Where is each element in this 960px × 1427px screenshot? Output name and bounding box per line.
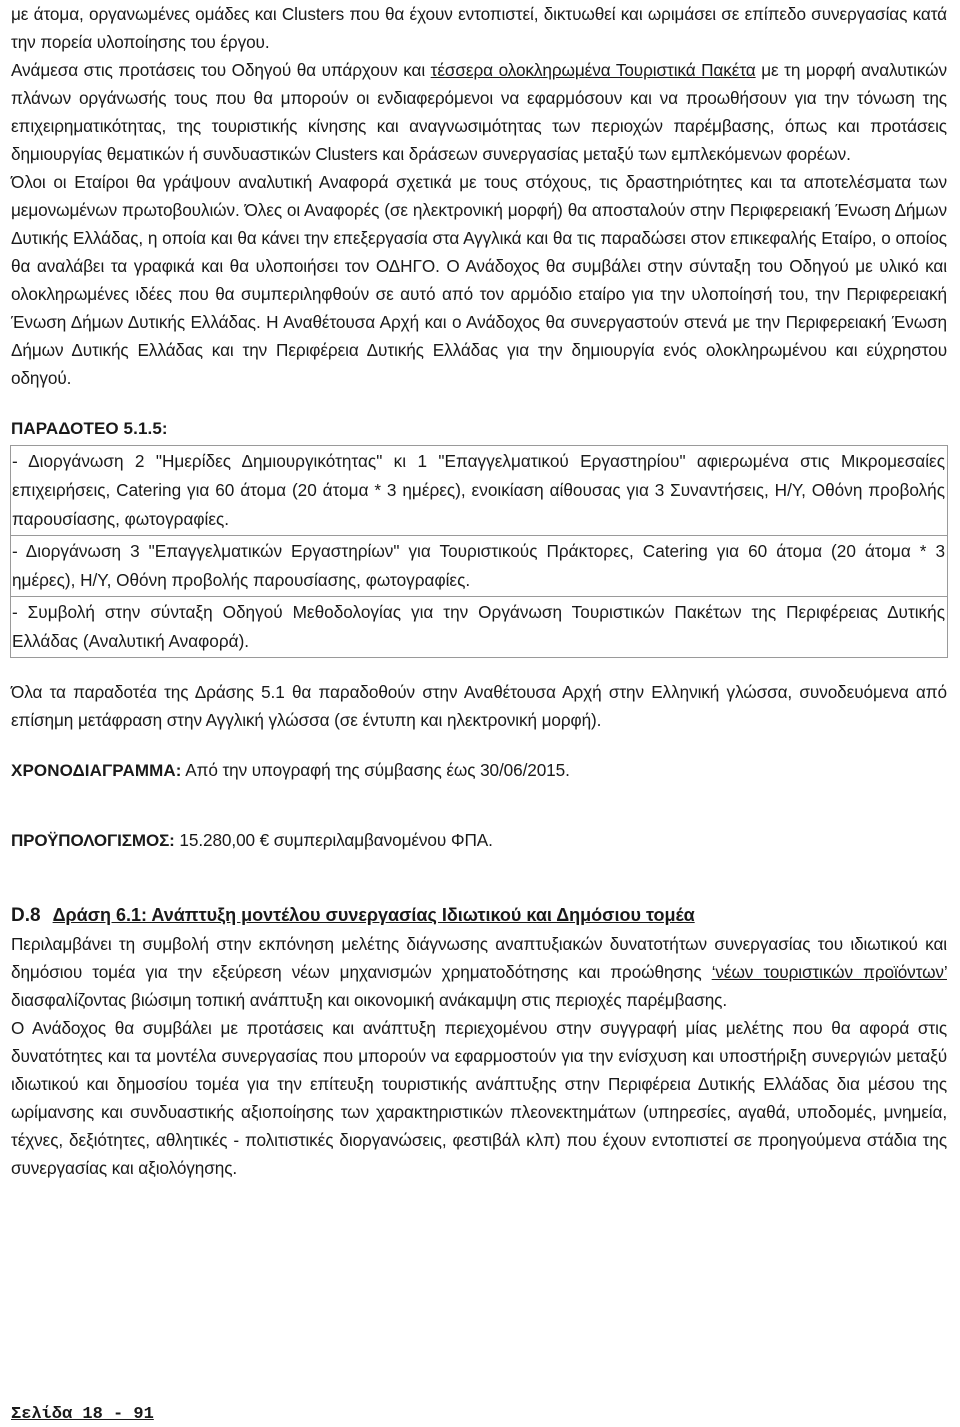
section-paragraph-1-start: Περιλαμβάνει τη συμβολή στην εκπόνηση μελέτης διάγνωσης αναπτυξιακών δυνατοτήτων συνεργασίας του ιδιωτικού και δημόσιου τομέα για την εξεύρεση νέων μηχανισμών χρηματοδότησης και προώθησης	[11, 934, 947, 982]
intro-paragraph-2-start: Ανάμεσα στις προτάσεις του Οδηγού θα υπάρχουν και	[11, 60, 431, 80]
section-title: Δράση 6.1: Ανάπτυξη μοντέλου συνεργασίας Ιδιωτικού και Δημόσιου τομέα	[52, 905, 695, 925]
section-heading	[11, 901, 947, 930]
schedule-line	[11, 756, 947, 784]
intro-paragraph-2	[11, 56, 947, 168]
budget-line	[11, 826, 947, 855]
tourist-packages-underlined: τέσσερα ολοκληρωμένα Τουριστικά Πακέτα	[430, 60, 756, 80]
intro-paragraph-1: με άτομα, οργανωμένες ομάδες και Clusters που θα έχουν εντοπιστεί, δικτυωθεί και ωριμάσει σε επίπεδο συνεργασίας κατά την πορεία υλοποίησης του έργου.	[11, 4, 947, 52]
deliverable-item: - Συμβολή στην σύνταξη Οδηγού Μεθοδολογίας για την Οργάνωση Τουριστικών Πακέτων της Περιφέρειας Δυτικής Ελλάδας (Αναλυτική Αναφορά).	[11, 597, 948, 658]
section-number: D.8	[11, 905, 41, 926]
deliverable-item: - Διοργάνωση 3 "Επαγγελματικών Εργαστηρίων" για Τουριστικούς Πράκτορες, Catering για 60 άτομα (20 άτομα * 3 ημέρες), Η/Υ, Οθόνη προβολής παρουσίασης, φωτογραφίες.	[11, 536, 948, 597]
schedule-value: Από την υπογραφή της σύμβασης έως 30/06/2015.	[181, 760, 570, 780]
section-paragraph-1	[11, 930, 947, 1014]
section-paragraph-2: Ο Ανάδοχος θα συμβάλει με προτάσεις και ανάπτυξη περιεχομένου στην συγγραφή μίας μελέτης που θα αφορά στις δυνατότητες και τα μοντέλα συνεργασίας που μπορούν να εφαρμοστούν για την ενίσχυση και υποστήριξη συνεργιών μεταξύ ιδιωτικού και δημοσίου τομέα για την επίτευξη τουριστικής ανάπτυξης στην Περιφέρεια Δυτικής Ελλάδας δια μέσου της ωρίμανσης και συνδυαστικής αξιοποίησης των χαρακτηριστικών πλεονεκτημάτων (υπηρεσίες, αγαθά, υποδομές, μνημεία, τέχνες, δεξιότητες, αθλητικές - πολιτιστικές διοργανώσεις, φεστιβάλ κλπ) που έχουν εντοπιστεί σε προηγούμενα στάδια της συνεργασίας και αξιολόγησης.	[11, 1018, 947, 1178]
budget-value: 15.280,00 € συμπεριλαμβανομένου ΦΠΑ.	[174, 830, 493, 850]
deliverable-heading: ΠΑΡΑΔΟΤΕΟ 5.1.5:	[11, 419, 168, 438]
document-page	[11, 0, 947, 1182]
schedule-label: ΧΡΟΝΟΔΙΑΓΡΑΜΜΑ:	[11, 761, 182, 780]
intro-paragraph-3: Όλοι οι Εταίροι θα γράψουν αναλυτική Αναφορά σχετικά με τους στόχους, τις δραστηριότητες και τα αποτελέσματα των μεμονωμένων πρωτοβουλιών. Όλες οι Αναφορές (σε ηλεκτρονική μορφή) θα αποσταλούν στην Περιφερειακή Ένωση Δήμων Δυτικής Ελλάδας, η οποία και θα κάνει την επεξεργασία στα Αγγλικά και θα τις παραδώσει στον επικεφαλής Εταίρο, ο οποίος θα αναλάβει τα γραφικά και θα υλοποιήσει τον ΟΔΗΓΟ. Ο Ανάδοχος θα συμβάλει στην σύνταξη του Οδηγού με υλικό και ολοκληρωμένες ιδέες που θα συμπεριληφθούν σε αυτό από τον αρμόδιο εταίρο για την υλοποίησή του, την Περιφερειακή Ένωση Δήμων Δυτικής Ελλάδας. Η Αναθέτουσα Αρχή και ο Ανάδοχος θα συνεργαστούν στενά με την Περιφερειακή Ένωση Δήμων Δυτικής Ελλάδας και την Περιφέρεια Δυτικής Ελλάδας για την δημιουργία ενός ολοκληρωμένου και εύχρηστου οδηγού.	[11, 172, 947, 388]
deliverables-note: Όλα τα παραδοτέα της Δράσης 5.1 θα παραδοθούν στην Αναθέτουσα Αρχή στην Ελληνική γλώσσα, συνοδευόμενα από επίσημη μετάφραση στην Αγγλική γλώσσα (σε έντυπη και ηλεκτρονική μορφή).	[11, 682, 947, 730]
page-number: Σελίδα 18 - 91	[11, 1405, 154, 1424]
deliverable-item: - Διοργάνωση 2 "Ημερίδες Δημιουργικότητας" κι 1 "Επαγγελματικού Εργαστηρίου" αφιερωμένα στις Μικρομεσαίες επιχειρήσεις, Catering για 60 άτομα (20 άτομα * 3 ημέρες), ενοικίαση αίθουσας για 3 Συναντήσεις, Η/Υ, Οθόνη προβολής παρουσίασης, φωτογραφίες.	[11, 446, 948, 536]
section-paragraph-1-end: διασφαλίζοντας βιώσιμη τοπική ανάπτυξη και οικονομική ανάκαμψη στις περιοχές παρέμβασης.	[11, 990, 728, 1010]
intro-paragraph-2-end: με τη μορφή αναλυτικών πλάνων οργάνωσής τους που θα μπορούν οι ενδιαφερόμενοι να εφαρμόσουν και να προωθήσουν για την τόνωση της επιχειρηματικότητας, της τουριστικής κίνησης και αναγνωσιμότητας των περιοχών παρέμβασης, όπως και προτάσεις δημιουργίας θεματικών ή συνδυαστικών Clusters και δράσεων συνεργασίας μεταξύ των εμπλεκόμενων φορέων.	[11, 60, 947, 164]
budget-label: ΠΡΟΫΠΟΛΟΓΙΣΜΟΣ:	[11, 831, 175, 850]
deliverables-list	[10, 445, 948, 658]
new-tourism-products-underlined: ‘νέων τουριστικών προϊόντων’	[711, 962, 947, 982]
